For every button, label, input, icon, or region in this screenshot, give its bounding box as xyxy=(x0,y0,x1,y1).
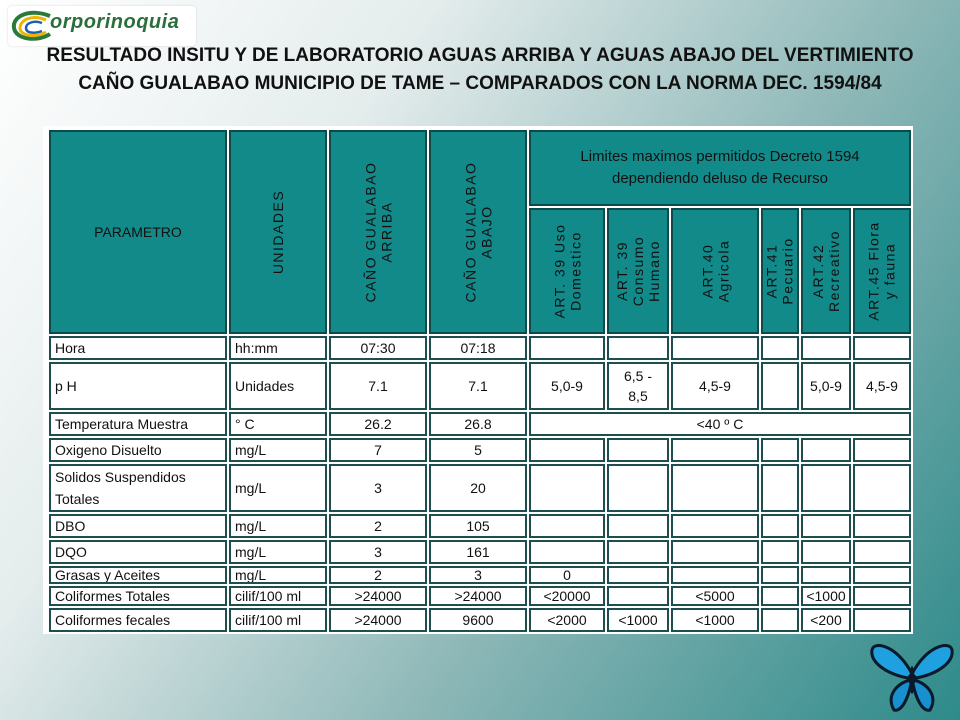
cell-text: >24000 xyxy=(354,612,402,628)
cell-text: 3 xyxy=(374,480,382,496)
cell-text: 7.1 xyxy=(368,378,388,394)
header-art42-label: ART.42 Recreativo xyxy=(810,230,843,312)
table-cell-hum xyxy=(607,540,669,564)
table-cell-unit xyxy=(229,336,327,360)
cell-text: cilif/100 ml xyxy=(235,588,302,604)
table-cell-dom xyxy=(529,514,605,538)
table-cell-arriba xyxy=(329,438,427,462)
table-cell-param xyxy=(49,464,227,512)
table-cell-flo xyxy=(853,438,911,462)
table-cell-agr xyxy=(671,336,759,360)
table-cell-arriba xyxy=(329,464,427,512)
table-cell-flo xyxy=(853,464,911,512)
cell-text: mg/L xyxy=(235,544,267,560)
cell-text: 2 xyxy=(374,518,382,534)
table-cell-pec xyxy=(761,586,799,606)
table-cell-hum xyxy=(607,336,669,360)
table-cell-pec xyxy=(761,540,799,564)
cell-text: 20 xyxy=(470,480,486,496)
table-cell-dom xyxy=(529,566,605,584)
header-art39-domestico xyxy=(529,208,605,334)
table-cell-pec xyxy=(761,438,799,462)
cell-text: Coliformes fecales xyxy=(55,612,171,628)
table-cell-param xyxy=(49,362,227,410)
table-cell-abajo xyxy=(429,586,527,606)
cell-text: hh:mm xyxy=(235,340,278,356)
cell-text: Grasas y Aceites xyxy=(55,567,161,583)
table-cell-param xyxy=(49,540,227,564)
cell-text: ° C xyxy=(235,416,255,432)
header-parametro xyxy=(49,130,227,334)
table-cell-dom xyxy=(529,438,605,462)
cell-text: 6,5 - 8,5 xyxy=(623,368,652,404)
header-art40-label: ART.40 Agricola xyxy=(699,239,731,303)
table-cell-rec xyxy=(801,464,851,512)
cell-text: 4,5-9 xyxy=(866,378,898,394)
table-cell-hum xyxy=(607,608,669,632)
table-cell-flo xyxy=(853,540,911,564)
table-cell-dom xyxy=(529,586,605,606)
cell-text: 5 xyxy=(474,442,482,458)
cell-text: cilif/100 ml xyxy=(235,612,302,628)
header-unidades xyxy=(229,130,327,334)
header-art41-label: ART.41 Pecuario xyxy=(764,237,797,305)
table-cell-hum xyxy=(607,586,669,606)
cell-text: <1000 xyxy=(618,612,658,628)
corporinoquia-logo xyxy=(8,6,196,46)
table-cell-param xyxy=(49,336,227,360)
cell-text: 2 xyxy=(374,567,382,583)
table-cell-abajo xyxy=(429,336,527,360)
table-cell-unit xyxy=(229,514,327,538)
table-cell-hum xyxy=(607,514,669,538)
table-cell-flo xyxy=(853,586,911,606)
table-cell-rec xyxy=(801,336,851,360)
cell-text: mg/L xyxy=(235,567,267,583)
table-cell-param xyxy=(49,514,227,538)
table-cell-unit xyxy=(229,608,327,632)
table-cell-agr xyxy=(671,464,759,512)
table-cell-agr xyxy=(671,514,759,538)
table-cell-agr xyxy=(671,362,759,410)
table-cell-rec xyxy=(801,514,851,538)
table-cell-pec xyxy=(761,362,799,410)
table-cell-pec xyxy=(761,608,799,632)
cell-text: 5,0-9 xyxy=(810,378,842,394)
header-limites-label: Limites maximos permitidos Decreto 1594 dependiendo deluso de Recurso xyxy=(580,148,860,187)
cell-text: <5000 xyxy=(695,588,735,604)
table-cell-rec xyxy=(801,362,851,410)
cell-text: mg/L xyxy=(235,518,267,534)
table-cell-flo xyxy=(853,608,911,632)
table-cell-arriba xyxy=(329,586,427,606)
table-cell-arriba xyxy=(329,336,427,360)
table-cell-arriba xyxy=(329,540,427,564)
cell-text: <2000 xyxy=(547,612,587,628)
cell-text: <20000 xyxy=(543,588,591,604)
table-cell-agr xyxy=(671,438,759,462)
table-cell-unit xyxy=(229,412,327,436)
cell-text: <200 xyxy=(810,612,842,628)
table-cell-param xyxy=(49,586,227,606)
table-cell-unit xyxy=(229,362,327,410)
table-cell-flo xyxy=(853,362,911,410)
table-cell-abajo xyxy=(429,566,527,584)
table-cell-pec xyxy=(761,566,799,584)
table-cell-flo xyxy=(853,514,911,538)
table-cell-rec xyxy=(801,608,851,632)
cell-text: 3 xyxy=(474,567,482,583)
table-cell-dom xyxy=(529,540,605,564)
table-cell-agr xyxy=(671,608,759,632)
cell-text: >24000 xyxy=(454,588,502,604)
table-cell-unit xyxy=(229,464,327,512)
cell-text: <40 º C xyxy=(696,416,744,432)
cell-text: 07:30 xyxy=(360,340,396,356)
cell-text: <1000 xyxy=(695,612,735,628)
table-cell-unit xyxy=(229,438,327,462)
header-abajo-label: CAÑO GUALABAO ABAJO xyxy=(462,161,494,303)
table-cell-hum xyxy=(607,566,669,584)
table-cell-unit xyxy=(229,586,327,606)
header-arriba xyxy=(329,130,427,334)
cell-text: Temperatura Muestra xyxy=(55,416,189,432)
cell-text: 9600 xyxy=(462,612,494,628)
table-cell-arriba xyxy=(329,362,427,410)
table-cell-pec xyxy=(761,336,799,360)
header-art40 xyxy=(671,208,759,334)
cell-text: Unidades xyxy=(235,378,295,394)
table-cell-abajo xyxy=(429,514,527,538)
table-cell-pec xyxy=(761,464,799,512)
table-cell-param xyxy=(49,608,227,632)
table-cell-param xyxy=(49,412,227,436)
cell-text: DBO xyxy=(55,518,86,534)
cell-text: Totales xyxy=(55,491,100,507)
header-art39-humano xyxy=(607,208,669,334)
header-parametro-label: PARAMETRO xyxy=(94,224,182,240)
page-title: RESULTADO INSITU Y DE LABORATORIO AGUAS ARRIBA Y AGUAS ABAJO DEL VERTIMIENTO CAÑO GUALABAO MUNICIPIO DE TAME – COMPARADOS CON LA NORMA DEC. 1594/84 xyxy=(46,45,914,94)
cell-text: 4,5-9 xyxy=(699,378,731,394)
table-cell-dom xyxy=(529,608,605,632)
table-cell-param xyxy=(49,566,227,584)
cell-text: 3 xyxy=(374,544,382,560)
table-cell-arriba xyxy=(329,514,427,538)
header-abajo xyxy=(429,130,527,334)
table-cell-dom xyxy=(529,362,605,410)
butterfly-icon xyxy=(868,636,956,716)
cell-text: p H xyxy=(55,378,77,394)
table-cell-rec xyxy=(801,566,851,584)
cell-text: mg/L xyxy=(235,480,267,496)
table-cell-hum xyxy=(607,362,669,410)
table-cell-agr xyxy=(671,586,759,606)
table-cell-rec xyxy=(801,586,851,606)
header-limites xyxy=(529,130,911,206)
table-cell-arriba xyxy=(329,608,427,632)
logo-swirl-icon xyxy=(10,6,54,46)
cell-text: 26.8 xyxy=(464,416,492,432)
logo-text: orporinoquia xyxy=(50,11,180,33)
table-cell-rec xyxy=(801,438,851,462)
header-art39-humano-label: ART. 39 Consumo Humano xyxy=(614,235,663,307)
header-art39-domestico-label: ART. 39 Uso Domestico xyxy=(551,223,583,319)
table-cell-flo xyxy=(853,566,911,584)
table-cell-agr xyxy=(671,566,759,584)
table-cell-abajo xyxy=(429,438,527,462)
header-art41 xyxy=(761,208,799,334)
table-cell-unit xyxy=(229,540,327,564)
table-cell-abajo xyxy=(429,464,527,512)
table-cell-unit xyxy=(229,566,327,584)
table-cell-flo xyxy=(853,336,911,360)
cell-text: 7.1 xyxy=(468,378,488,394)
table-cell-abajo xyxy=(429,412,527,436)
cell-text: 0 xyxy=(563,567,571,583)
table-cell-dom xyxy=(529,464,605,512)
table-cell-abajo xyxy=(429,608,527,632)
cell-text: 5,0-9 xyxy=(551,378,583,394)
cell-text: 105 xyxy=(466,518,490,534)
cell-text: 7 xyxy=(374,442,382,458)
cell-text: DQO xyxy=(55,544,87,560)
table-cell-hum xyxy=(607,464,669,512)
header-art45 xyxy=(853,208,911,334)
table-cell-arriba xyxy=(329,412,427,436)
cell-text: Solidos Suspendidos xyxy=(55,469,186,485)
cell-text: Coliformes Totales xyxy=(55,588,170,604)
table-cell-arriba xyxy=(329,566,427,584)
water-quality-table xyxy=(43,126,913,634)
cell-text: Oxigeno Disuelto xyxy=(55,442,162,458)
cell-text: 07:18 xyxy=(460,340,496,356)
header-unidades-label: UNIDADES xyxy=(269,189,286,275)
cell-text: >24000 xyxy=(354,588,402,604)
table-cell-limit-merged xyxy=(529,412,911,436)
cell-text: 26.2 xyxy=(364,416,392,432)
header-art45-label: ART.45 Flora y fauna xyxy=(866,221,899,321)
header-art42 xyxy=(801,208,851,334)
table-cell-agr xyxy=(671,540,759,564)
table-cell-rec xyxy=(801,540,851,564)
header-arriba-label: CAÑO GUALABAO ARRIBA xyxy=(362,161,394,303)
cell-text: Hora xyxy=(55,340,86,356)
table-cell-pec xyxy=(761,514,799,538)
table-cell-abajo xyxy=(429,362,527,410)
cell-text: 161 xyxy=(466,544,490,560)
table-cell-abajo xyxy=(429,540,527,564)
table-cell-hum xyxy=(607,438,669,462)
table-cell-dom xyxy=(529,336,605,360)
cell-text: <1000 xyxy=(806,588,846,604)
table-cell-param xyxy=(49,438,227,462)
cell-text: mg/L xyxy=(235,442,267,458)
